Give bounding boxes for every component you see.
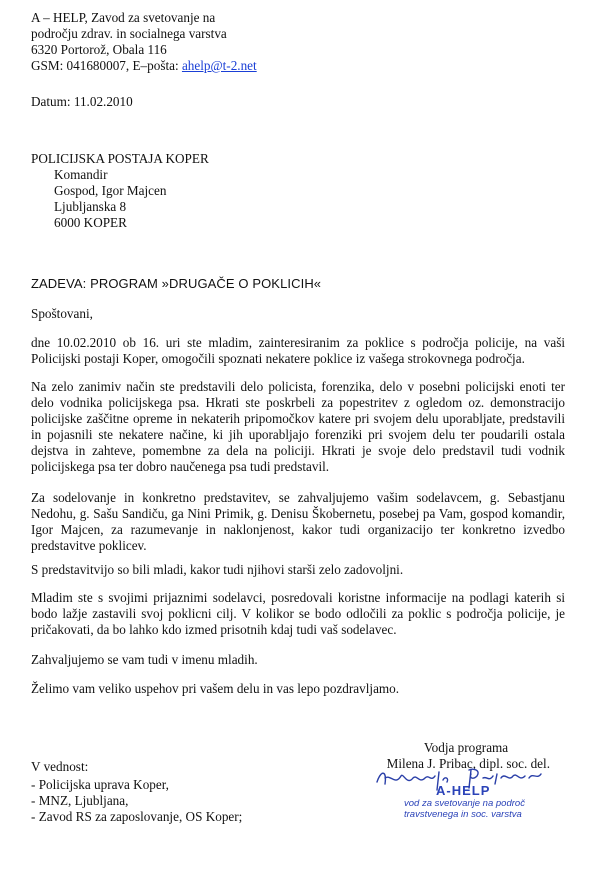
cc-item: - Policijska uprava Koper,: [31, 777, 169, 792]
sender-gsm: GSM: 041680007, E–pošta:: [31, 58, 182, 73]
body-paragraph: Za sodelovanje in konkretno predstavitev, se zahvaljujemo vašim sodelavcem, g. Sebastjanu Nedohu, g. Sašu Sandiču, ga Nini Primik, g. Denisu Škobernetu, posebej pa Vam, gospod komandir, Igor Majcen, za razumevanje in naklonjenost, kakor tudi organizacijo ter konkretno izvedbo predstavitve poklicev.: [31, 490, 565, 553]
sender-street: 6320 Portorož, Obala 116: [31, 42, 167, 57]
body-paragraph: Zahvaljujemo se vam tudi v imenu mladih.: [31, 652, 258, 667]
signer-name: Milena J. Pribac, dipl. soc. del.: [386, 756, 550, 771]
recipient-org: POLICIJSKA POSTAJA KOPER: [31, 151, 209, 166]
body-paragraph: Na zelo zanimiv način ste predstavili delo policista, forenzika, delo v posebni policijski enoti ter delo vodnika policijskega psa. Hkrati ste poskrbeli za popestritev z ogledom oz. demonstracijo policijske zaščitne opreme in nekaterih pripomočkov katere pri svojem delu uporabljate, predstavili in pojasnili ste nekatere načine, ki jih uporabljajo forenziki pri svojem delu ter poudarili ostala dejstva in zahteve, pomembne za dela na policiji. Hkrati je svoje delo predstavil tudi vodnik policijskega psa ter dobro naučenega psa tudi predstavil.: [31, 379, 565, 474]
body-paragraph: Želimo vam veliko uspehov pri vašem delu in vas lepo pozdravljamo.: [31, 681, 400, 696]
recipient-street: Ljubljanska 8: [54, 199, 127, 214]
stamp-line: vod za svetovanje na področ: [404, 798, 525, 809]
sender-name-line2: področju zdrav. in socialnega varstva: [31, 26, 227, 41]
letter-subject: ZADEVA: PROGRAM »DRUGAČE O POKLICIH«: [31, 276, 322, 291]
organization-stamp: [404, 784, 525, 820]
sender-contact: [31, 58, 257, 74]
sender-email-link[interactable]: ahelp@t-2.net: [181, 58, 257, 73]
cc-item: - MNZ, Ljubljana,: [31, 793, 129, 808]
signer-role: Vodja programa: [423, 740, 509, 755]
cc-item: - Zavod RS za zaposlovanje, OS Koper;: [31, 809, 243, 824]
recipient-role: Komandir: [54, 167, 108, 182]
recipient-name: Gospod, Igor Majcen: [54, 183, 167, 198]
letter-date: Datum: 11.02.2010: [31, 94, 133, 109]
recipient-address-block: [31, 151, 209, 231]
body-paragraph: Mladim ste s svojimi prijaznimi sodelavci, posredovali koristne informacije na podlagi katerih si bodo lažje zastavili svoj poklicni cilj. V kolikor se bodo odločili za poklic s področja policije, je pričakovati, da bo lahko kdo izmed prisotnih kdaj tudi vaš sodelavec.: [31, 590, 565, 637]
cc-block: [31, 759, 242, 825]
stamp-line: travstvenega in soc. varstva: [404, 809, 522, 820]
cc-heading: V vednost:: [31, 759, 89, 774]
stamp-title: A-HELP: [436, 783, 491, 798]
salutation: Spoštovani,: [31, 306, 93, 321]
recipient-city: 6000 KOPER: [54, 215, 127, 230]
body-paragraph: dne 10.02.2010 ob 16. uri ste mladim, zainteresiranim za poklice s področja policije, na vaši Policijski postaji Koper, omogočili spoznati nekatere poklice iz vašega strokovnega področja.: [31, 335, 565, 366]
sender-address-block: [31, 10, 257, 74]
body-paragraph: S predstavitvijo so bili mladi, kakor tudi njihovi starši zelo zadovoljni.: [31, 562, 404, 577]
sender-name-line: A – HELP, Zavod za svetovanje na: [31, 10, 216, 25]
